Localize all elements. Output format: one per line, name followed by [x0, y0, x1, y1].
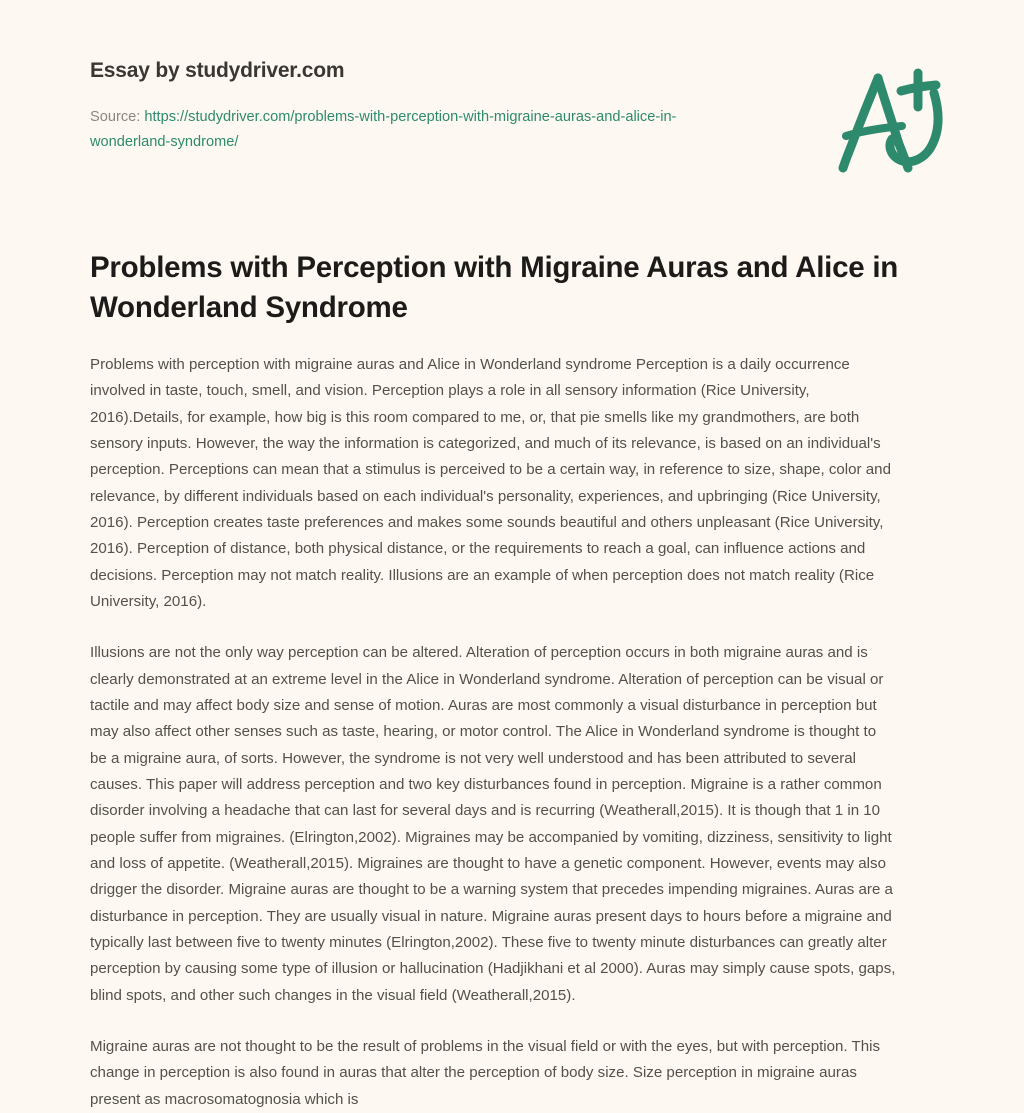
- source-label: Source:: [90, 109, 145, 126]
- essay-body: [90, 352, 896, 1113]
- essay-paragraph: Problems with perception with migraine auras and Alice in Wonderland syndrome Perception is a daily occurrence involved in taste, touch, smell, and vision. Perception plays a role in all sensory information (Rice University, 2016).Details, for example, how big is this room compared to me, or, that pie smells like my grandmothers, are both sensory inputs. However, the way the information is categorized, and much of its relevance, is based on an individual's perception. Perceptions can mean that a stimulus is perceived to be a certain way, in reference to size, shape, color and relevance, by different individuals based on each individual's personality, experiences, and upbringing (Rice University, 2016). Perception creates taste preferences and makes some sounds beautiful and others unpleasant (Rice University, 2016). Perception of distance, both physical distance, or the requirements to reach a goal, can influence actions and decisions. Perception may not match reality. Illusions are an example of when perception does not match reality (Rice University, 2016).: [90, 356, 891, 610]
- a-plus-logo-svg: [830, 64, 950, 182]
- page-title: Problems with Perception with Migraine Auras and Alice in Wonderland Syndrome: [90, 251, 899, 325]
- essay-paragraph: Illusions are not the only way perception can be altered. Alteration of perception occurs in both migraine auras and is clearly demonstrated at an extreme level in the Alice in Wonderland syndrome. Alteration of perception can be visual or tactile and may affect body size and sense of motion. Auras are most commonly a visual disturbance in perception but may also affect other senses such as taste, hearing, or motor control. The Alice in Wonderland syndrome is thought to be a migraine aura, of sorts. However, the syndrome is not very well understood and has been attributed to several causes. This paper will address perception and two key disturbances found in perception. Migraine is a rather common disorder involving a headache that can last for several days and is recurring (Weatherall,2015). It is though that 1 in 10 people suffer from migraines. (Elrington,2002). Migraines may be accompanied by vomiting, dizziness, sensitivity to light and loss of appetite. (Weatherall,2015). Migraines are thought to have a genetic component. However, events may also drigger the disorder. Migraine auras are thought to be a warning system that precedes impending migraines. Auras are a disturbance in perception. They are usually visual in nature. Migraine auras present days to hours before a migraine and typically last between five to twenty minutes (Elrington,2002). These five to twenty minute disturbances can greatly alter perception by causing some type of illusion or hallucination (Hadjikhani et al 2000). Auras may simply cause spots, gaps, blind spots, and other such changes in the visual field (Weatherall,2015).: [90, 644, 896, 1004]
- source-line: [90, 105, 740, 155]
- source-url-link[interactable]: https://studydriver.com/problems-with-perception-with-migraine-auras-and-alice-in-wonderland-syndrome/: [90, 109, 677, 151]
- page-header: [90, 58, 950, 155]
- a-plus-logo-icon: [830, 64, 950, 182]
- brand-byline: Essay by studydriver.com: [90, 59, 345, 82]
- essay-paragraph: Migraine auras are not thought to be the result of problems in the visual field or with the eyes, but with perception. This change in perception is also found in auras that alter the perception of body size. Size perception in migraine auras present as macrosomatognosia which is: [90, 1037, 881, 1108]
